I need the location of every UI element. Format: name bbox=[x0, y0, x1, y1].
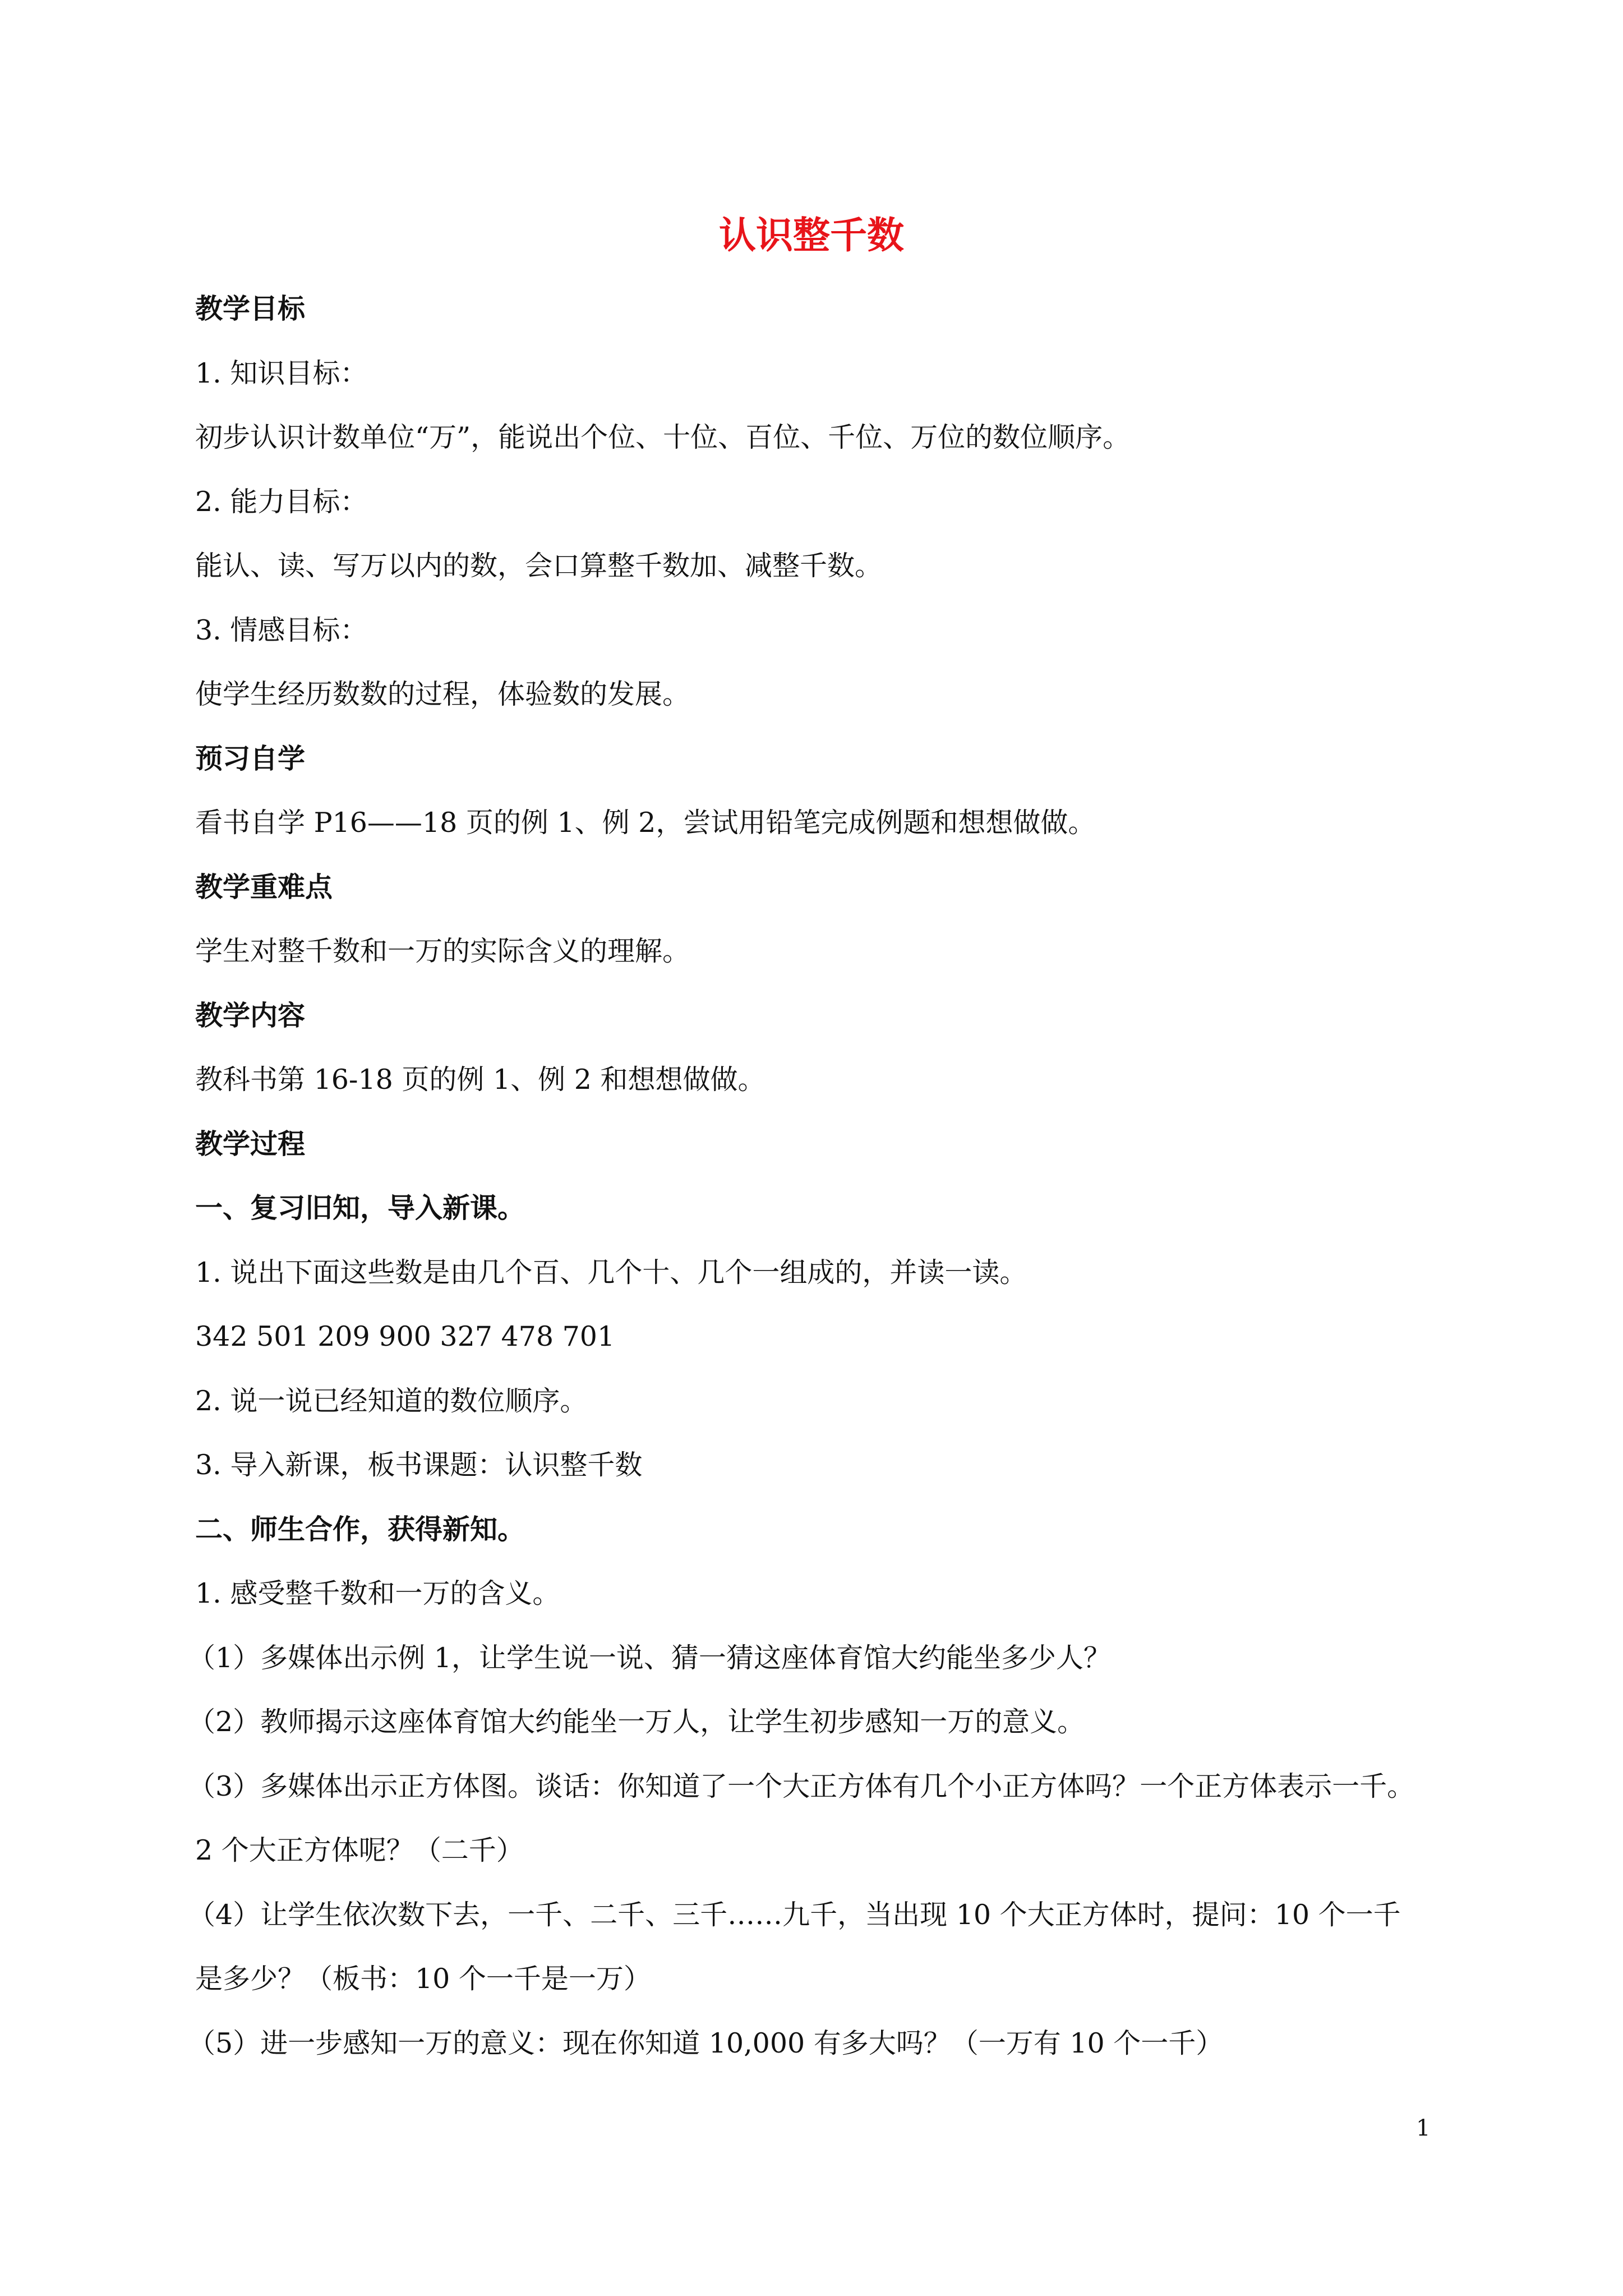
body-text-line: 342 501 209 900 327 478 701 bbox=[195, 1320, 615, 1352]
body-text-line: 2. 能力目标： bbox=[195, 486, 368, 518]
body-text-line: （4）让学生依次数下去，一千、二千、三千……九千，当出现 10 个大正方体时，提问：10 个一千 bbox=[188, 1899, 1401, 1931]
body-text-line: 使学生经历数数的过程，体验数的发展。 bbox=[195, 678, 690, 710]
section-heading: 预习自学 bbox=[195, 743, 306, 775]
section-heading: 教学内容 bbox=[195, 1000, 306, 1032]
body-text-line: 3. 情感目标： bbox=[195, 614, 368, 646]
body-text-line: 初步认识计数单位“万”，能说出个位、十位、百位、千位、万位的数位顺序。 bbox=[195, 421, 1131, 453]
section-heading: 教学目标 bbox=[195, 293, 306, 325]
body-text-line: 2. 说一说已经知道的数位顺序。 bbox=[195, 1385, 588, 1417]
body-text-line: 2 个大正方体呢？（二千） bbox=[195, 1834, 524, 1866]
page-title: 认识整千数 bbox=[719, 214, 904, 257]
body-text-line: 看书自学 P16——18 页的例 1、例 2，尝试用铅笔完成例题和想想做做。 bbox=[195, 807, 1096, 839]
body-text-line: （2）教师揭示这座体育馆大约能坐一万人，让学生初步感知一万的意义。 bbox=[188, 1706, 1085, 1738]
body-text-line: （1）多媒体出示例 1，让学生说一说、猜一猜这座体育馆大约能坐多少人？ bbox=[188, 1642, 1111, 1674]
body-text-line: 1. 感受整千数和一万的含义。 bbox=[195, 1577, 560, 1609]
page-number: 1 bbox=[1416, 2115, 1431, 2141]
section-heading: 二、师生合作，获得新知。 bbox=[195, 1513, 525, 1545]
body-text-line: （3）多媒体出示正方体图。谈话：你知道了一个大正方体有几个小正方体吗？一个正方体表示一千。 bbox=[188, 1770, 1415, 1802]
body-text-line: 学生对整千数和一万的实际含义的理解。 bbox=[195, 935, 690, 967]
section-heading: 教学过程 bbox=[195, 1128, 306, 1160]
body-text-line: 1. 说出下面这些数是由几个百、几个十、几个一组成的，并读一读。 bbox=[195, 1257, 1027, 1289]
section-heading: 一、复习旧知，导入新课。 bbox=[195, 1192, 525, 1224]
body-text-line: （5）进一步感知一万的意义：现在你知道 10,000 有多大吗？（一万有 10 个一千） bbox=[188, 2027, 1224, 2059]
body-text-line: 是多少？（板书：10 个一千是一万） bbox=[195, 1963, 651, 1995]
body-text-line: 教科书第 16-18 页的例 1、例 2 和想想做做。 bbox=[195, 1064, 766, 1096]
body-text-line: 1. 知识目标： bbox=[195, 357, 368, 389]
body-text-line: 能认、读、写万以内的数，会口算整千数加、减整千数。 bbox=[195, 550, 883, 582]
section-heading: 教学重难点 bbox=[195, 871, 333, 903]
body-text-line: 3. 导入新课，板书课题：认识整千数 bbox=[195, 1449, 643, 1481]
